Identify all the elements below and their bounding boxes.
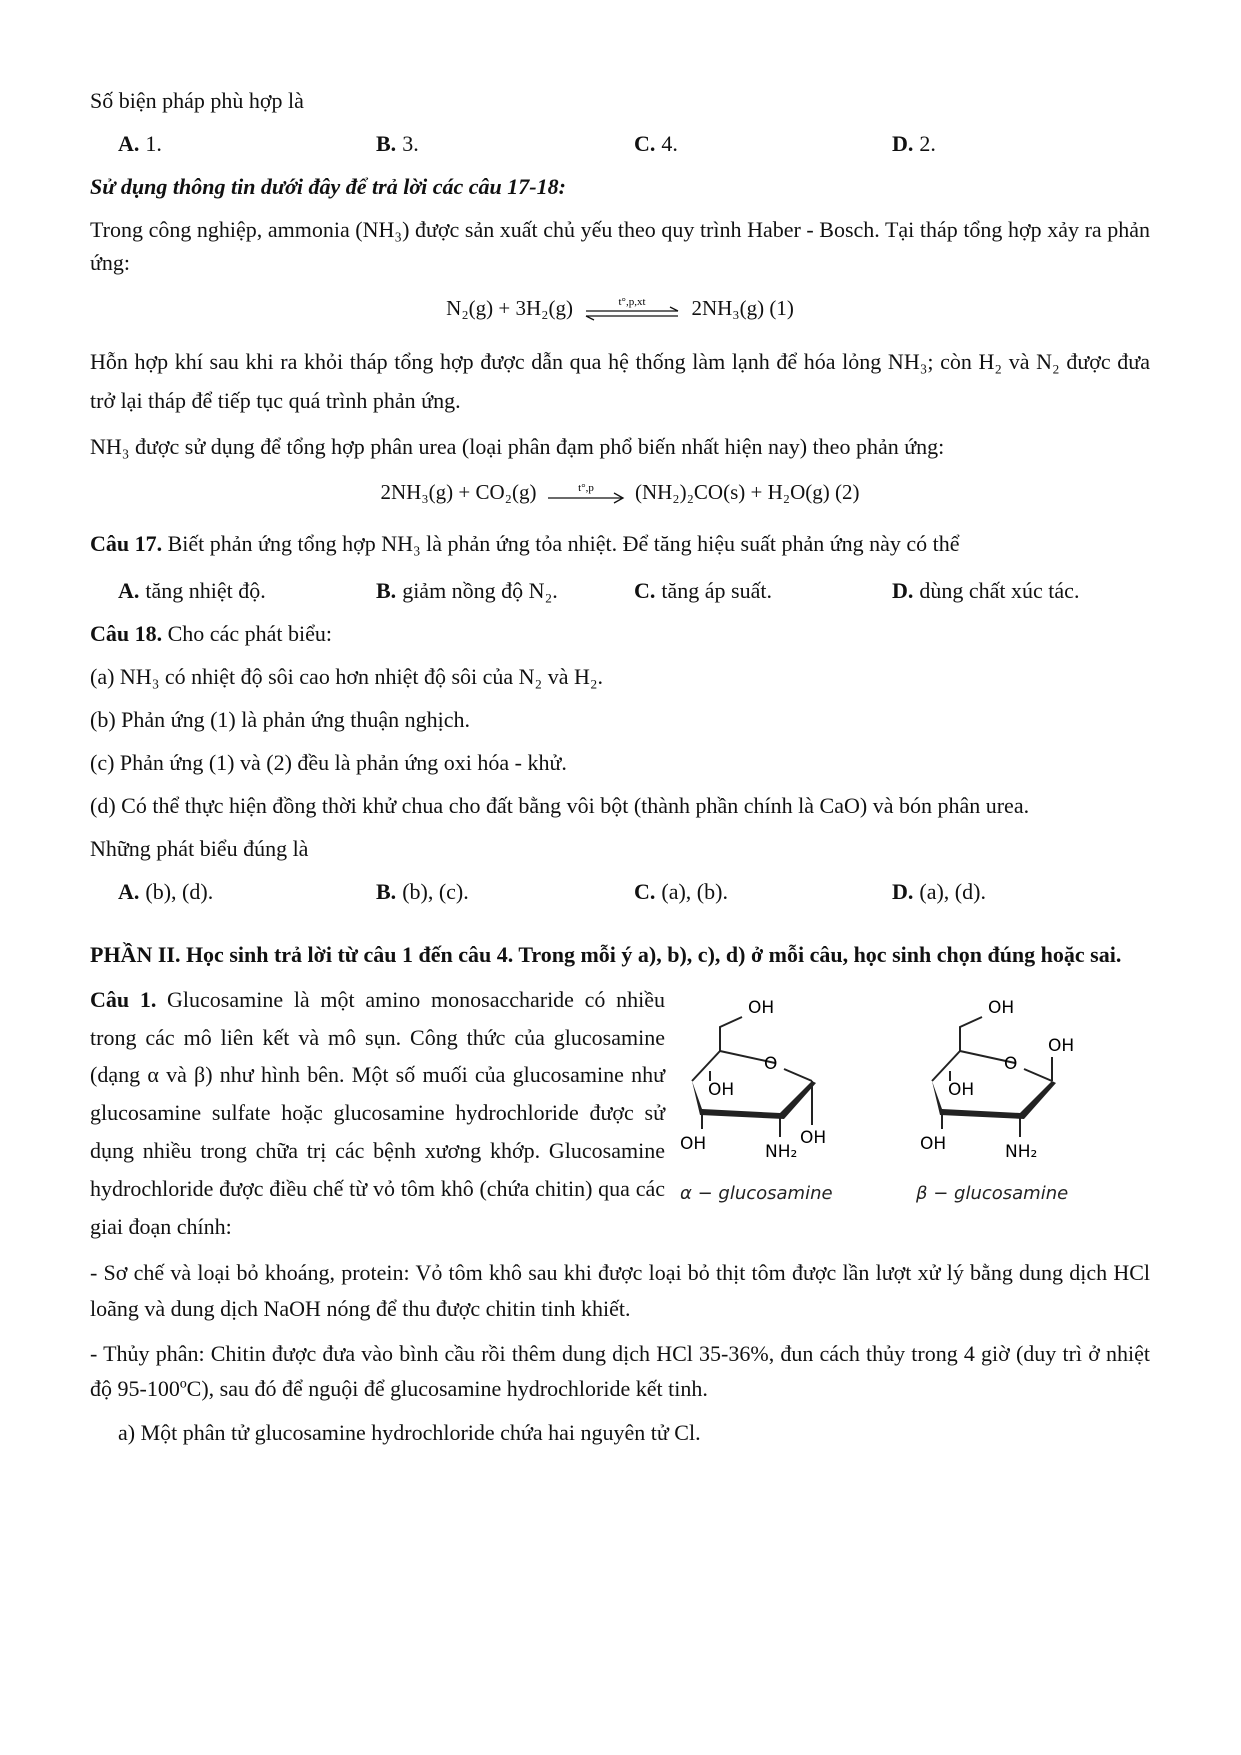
glucosamine-structures — [670, 981, 1150, 1221]
q16-option-c[interactable]: C. 4. — [634, 131, 678, 156]
intro-paragraph-3: NH₃ được sử dụng để tổng hợp phân urea (loại phân đạm phổ biến nhất hiện nay) theo phản ứng: — [90, 434, 945, 460]
q17-stem: Câu 17. Biết phản ứng tổng hợp NH₃ là phản ứng tỏa nhiệt. Để tăng hiệu suất phản ứng này có thể — [90, 530, 960, 556]
q18-statement-b: (b) Phản ứng (1) là phản ứng thuận nghịch. — [90, 706, 471, 732]
info-header: Sử dụng thông tin dưới đây để trả lời các câu 17-18: — [90, 174, 566, 199]
q18-option-c[interactable]: C. (a), (b). — [634, 878, 728, 904]
q18-options — [118, 875, 1150, 908]
q18-option-a[interactable]: A. (b), (d). — [118, 878, 214, 904]
equation-1-right: 2NH₃(g) (1) — [691, 296, 794, 320]
exam-page — [90, 84, 1150, 1459]
beta-caption: β − glucosamine — [916, 1182, 1069, 1204]
alpha-nh2: NH₂ — [765, 1141, 798, 1162]
beta-glucosamine-structure — [915, 998, 1074, 1204]
beta-oh-c3: OH — [948, 1079, 975, 1100]
q1-block — [90, 981, 1150, 1246]
equation-2-condition: t°,p — [577, 482, 594, 495]
beta-ring-o: O — [1004, 1053, 1018, 1074]
alpha-oh-top: OH — [748, 997, 775, 1018]
alpha-oh-c1: OH — [800, 1127, 827, 1148]
beta-oh-c4: OH — [920, 1133, 947, 1154]
q1-text: Câu 1. Glucosamine là một amino monosaccharide có nhiều trong các mô liên kết và mô sụn. Công thức của glucosamine (dạng α và β) như hình bên. Một số muối của glucosamine như glucosamine sulfate hoặc glucosamine hydrochloride được sử dụng nhiều trong chữa trị các bệnh xương khớp. Glucosamine hydrochloride được điều chế từ vỏ tôm khô (chứa chitin) qua các giai đoạn chính: — [90, 986, 665, 1239]
q1-step-1: - Sơ chế và loại bỏ khoáng, protein: Vỏ tôm khô sau khi được loại bỏ thịt tôm được lần lượt xử lý bằng dung dịch HCl loãng và dung dịch NaOH nóng để thu được chitin tinh khiết. — [90, 1260, 1150, 1321]
equation-1 — [90, 293, 1150, 325]
alpha-ring-o: O — [764, 1053, 778, 1074]
beta-oh-top: OH — [988, 997, 1015, 1018]
alpha-caption: α − glucosamine — [680, 1182, 833, 1204]
equation-1-left: N₂(g) + 3H₂(g) — [446, 296, 573, 320]
q18-option-b[interactable]: B. (b), (c). — [376, 878, 469, 904]
q17-option-c[interactable]: C. tăng áp suất. — [634, 577, 772, 603]
intro-paragraph-1: Trong công nghiệp, ammonia (NH₃) được sản xuất chủ yếu theo quy trình Haber - Bosch. Tại tháp tổng hợp xảy ra phản ứng: — [90, 217, 1150, 275]
q18-statement-c: (c) Phản ứng (1) và (2) đều là phản ứng oxi hóa - khử. — [90, 749, 567, 775]
q1-step-2: - Thủy phân: Chitin được đưa vào bình cầu rồi thêm dung dịch HCl 35-36%, đun cách thủy trong 4 giờ (duy trì ở nhiệt độ 95-100ºC), sau đó để nguội để glucosamine hydrochloride kết tinh. — [90, 1340, 1150, 1402]
q17-option-d[interactable]: D. dùng chất xúc tác. — [892, 577, 1080, 603]
q16-stem: Số biện pháp phù hợp là — [90, 88, 304, 113]
alpha-glucosamine-structure — [680, 998, 833, 1204]
equation-2 — [90, 477, 1150, 509]
equilibrium-arrow-icon — [582, 295, 682, 325]
q16-option-d[interactable]: D. 2. — [892, 131, 936, 156]
part2-heading: PHẦN II. Học sinh trả lời từ câu 1 đến câu 4. Trong mỗi ý a), b), c), d) ở mỗi câu, học sinh chọn đúng hoặc sai. — [90, 941, 1122, 967]
equation-2-left: 2NH₃(g) + CO₂(g) — [380, 480, 537, 505]
equation-1-condition: t°,p,xt — [618, 296, 646, 309]
beta-nh2: NH₂ — [1005, 1141, 1038, 1162]
beta-oh-c1: OH — [1048, 1035, 1075, 1056]
q18-statement-d: (d) Có thể thực hiện đồng thời khử chua cho đất bằng vôi bột (thành phần chính là CaO) và bón phân urea. — [90, 792, 1030, 818]
glucosamine-figure — [670, 981, 1150, 1230]
equation-2-right: (NH₂)₂CO(s) + H₂O(g) (2) — [634, 480, 860, 505]
right-arrow-icon — [546, 481, 626, 507]
q17-options — [118, 574, 1150, 607]
q16-option-b[interactable]: B. 3. — [376, 131, 419, 156]
q16-option-a[interactable]: A. 1. — [118, 131, 162, 156]
q17-option-a[interactable]: A. tăng nhiệt độ. — [118, 577, 266, 603]
q1-item-a[interactable]: a) Một phân tử glucosamine hydrochloride chứa hai nguyên tử Cl. — [118, 1420, 701, 1446]
q18-ask: Những phát biểu đúng là — [90, 835, 309, 861]
q18-option-d[interactable]: D. (a), (d). — [892, 878, 986, 904]
q17-option-b[interactable]: B. giảm nồng độ N₂. — [376, 577, 558, 603]
intro-paragraph-2: Hỗn hợp khí sau khi ra khỏi tháp tổng hợp được dẫn qua hệ thống làm lạnh để hóa lỏng NH₃; còn H₂ và N₂ được đưa trở lại tháp để tiếp tục quá trình phản ứng. — [90, 349, 1150, 413]
alpha-oh-c4: OH — [680, 1133, 707, 1154]
q18-statement-a: (a) NH₃ có nhiệt độ sôi cao hơn nhiệt độ sôi của N₂ và H₂. — [90, 663, 604, 689]
alpha-oh-c3: OH — [708, 1079, 735, 1100]
q18-stem: Câu 18. Cho các phát biểu: — [90, 620, 332, 646]
q16-options — [118, 127, 1150, 160]
